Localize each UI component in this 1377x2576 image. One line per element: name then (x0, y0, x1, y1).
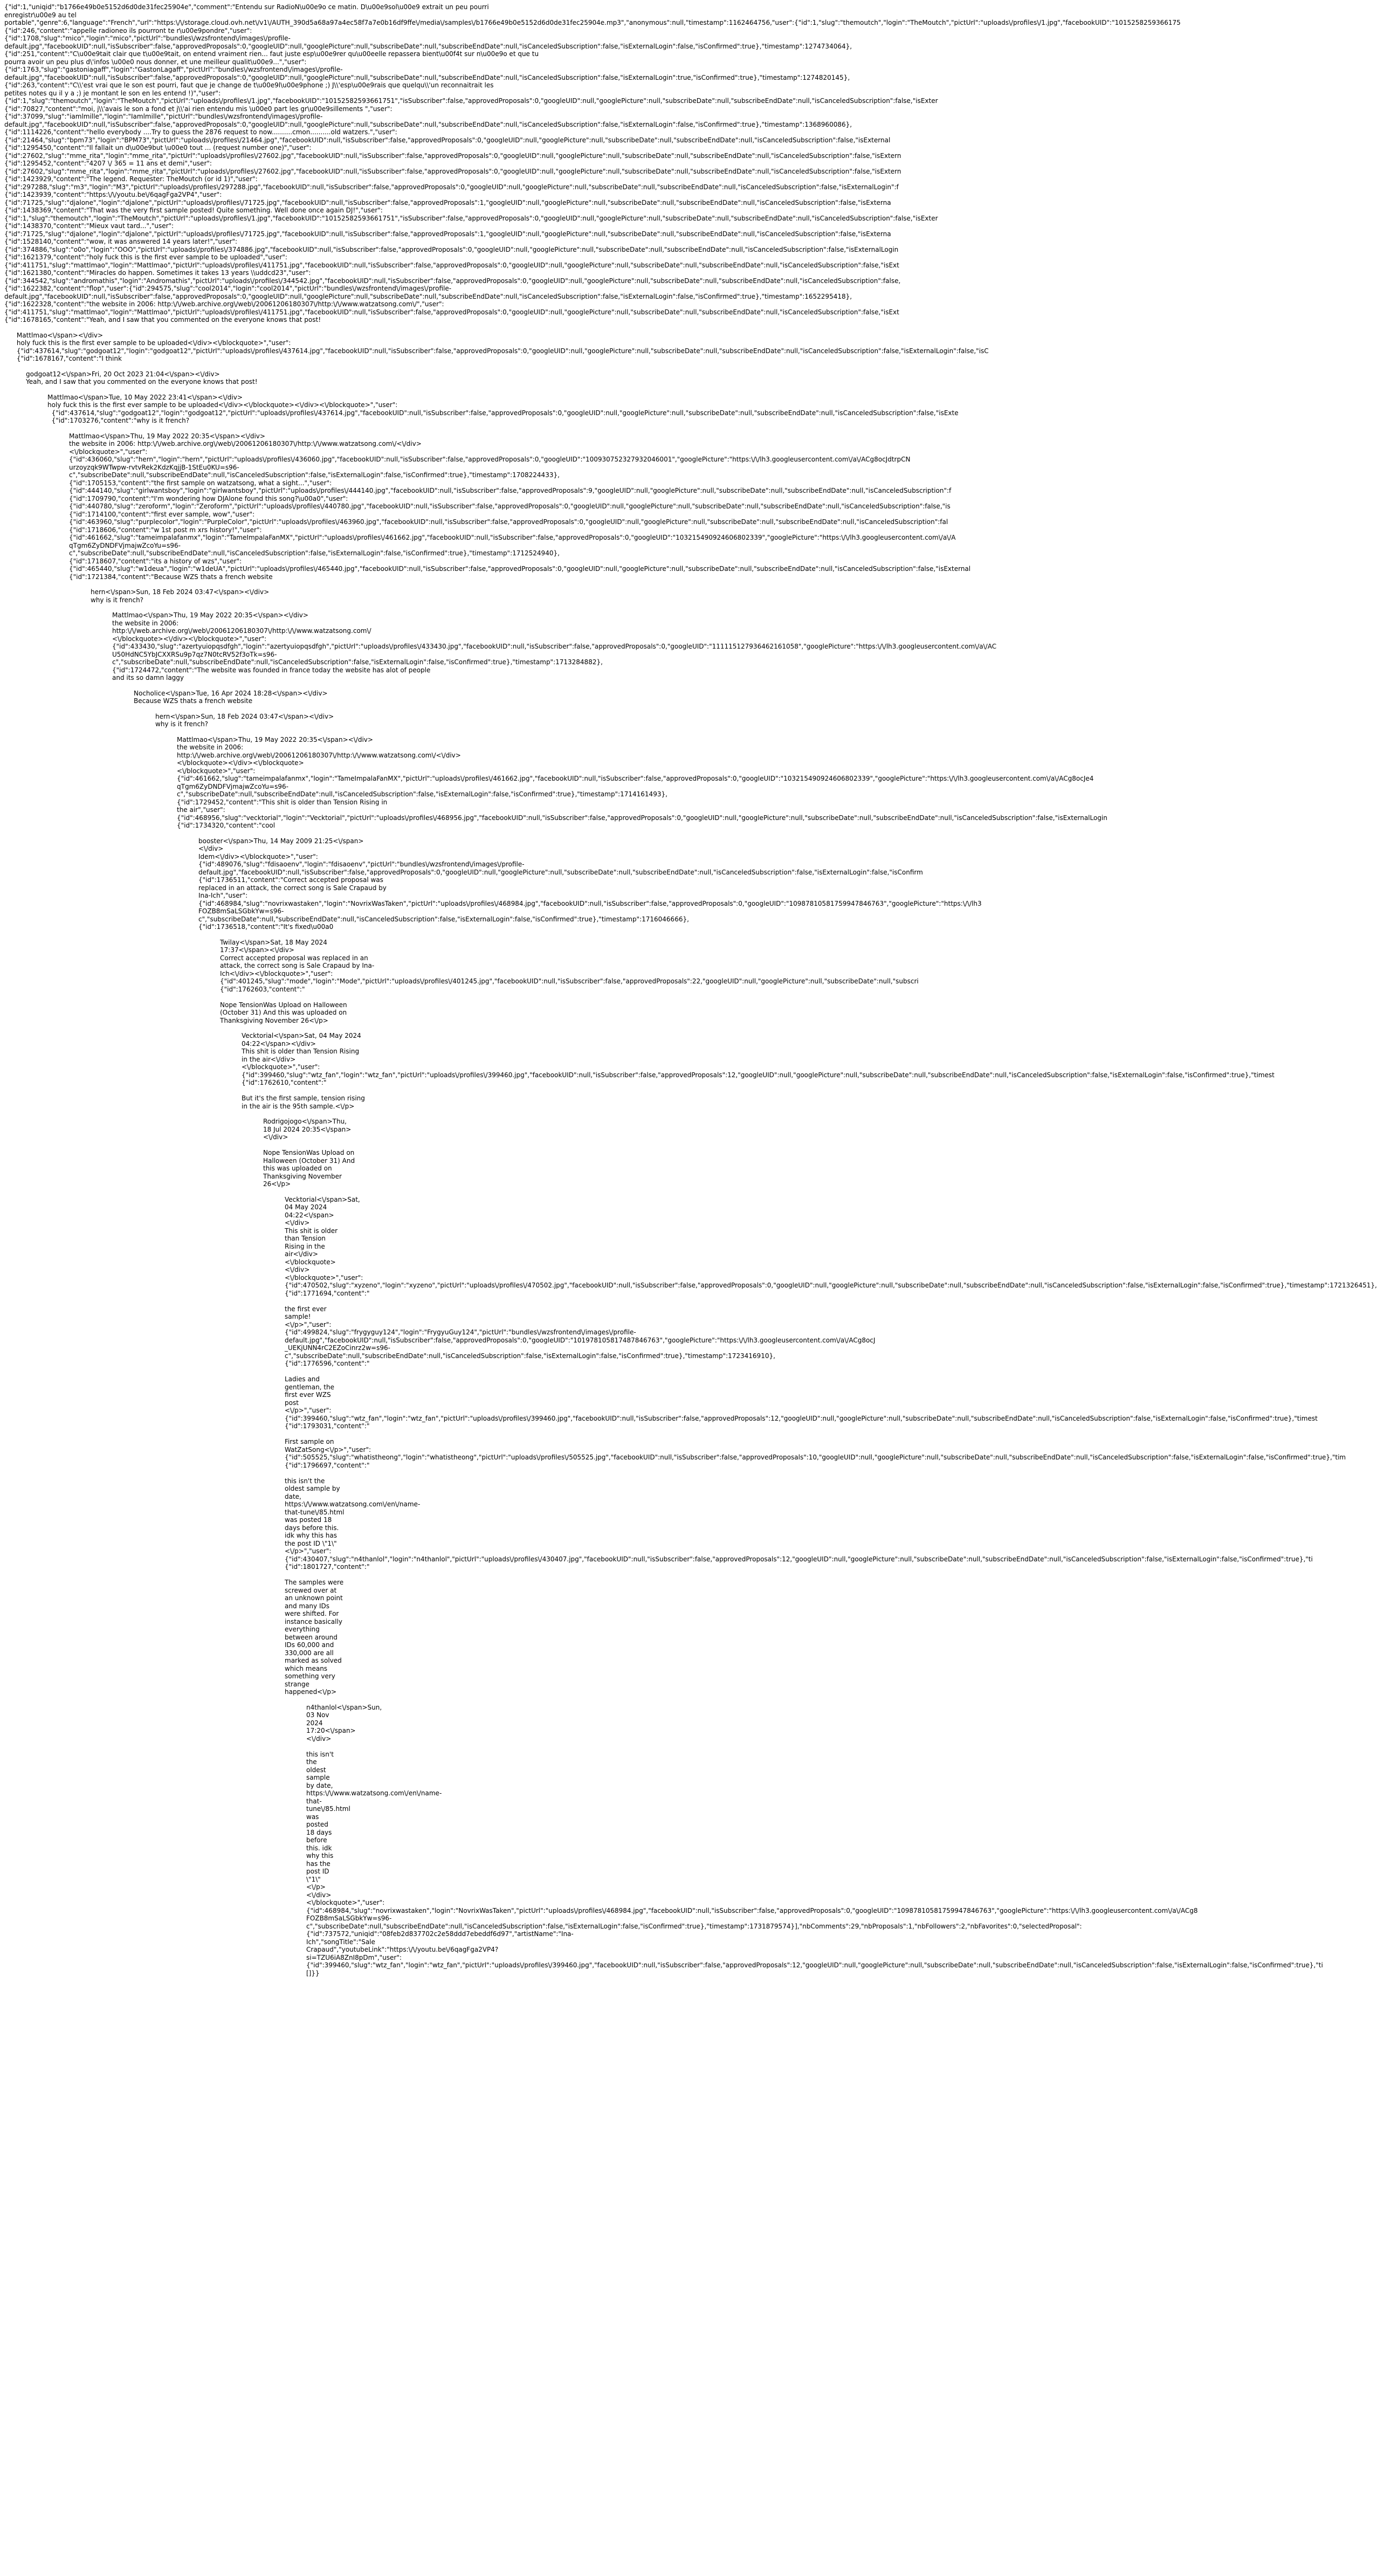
text-line: {"id":263,"content":"C\\'est vrai que le son est pourri, faut que je change de t\u00e9l\u00e9phone ;) J\\'esp\u00e9rais que quelqu\\'un reconnaitrait les (4, 81, 494, 89)
text-line: Rising in the (285, 1242, 325, 1250)
text-line: {"id":444140,"slug":"girlwantsboy","login":"girlwantsboy","pictUrl":"uploads\/profiles\/444140.jpg","facebookUID":null,"isSubscriber":false,"approvedProposals":9,"googleUID":null,"googlePicture":null,"subscribeDate":null,"subscribeEndDate":null,"isCanceledSubscription":f (69, 487, 952, 494)
text-line: c","subscribeDate":null,"subscribeEndDate":null,"isCanceledSubscription":false,"isExternalLogin":false,"isConfirmed":true},"timestamp":1731879574}],"nbComments":29,"nbProposals":1,"nbFollowers":2,"nbFavorites":0,"selectedProposal": (306, 1922, 1082, 1930)
text-line: was (306, 1813, 319, 1821)
text-line: {"id":1796697,"content":" (285, 1461, 370, 1469)
text-line: {"id":461662,"slug":"tameimpalafanmx","login":"TameImpalaFanMX","pictUrl":"uploads\/profiles\/461662.jpg","facebookUID":null,"isSubscriber":false,"approvedProposals":0,"googleUID":"103215490924606802339","googlePicture":"https:\/\/lh3.googleusercontent.com\/a\/ACg8ocJe4 (177, 775, 1094, 782)
text-line: This shit is older (285, 1227, 338, 1235)
text-line: marked as solved (285, 1657, 342, 1664)
text-line: {"id":465440,"slug":"w1deua","login":"w1deUA","pictUrl":"uploads\/profiles\/465440.jpg","facebookUID":null,"isSubscriber":false,"approvedProposals":0,"googleUID":null,"googlePicture":null,"subscribeDate":null,"subscribeEndDate":null,"isCanceledSubscription":false,"isExternal (69, 565, 971, 573)
text-line: this isn't (306, 1750, 334, 1758)
text-line: default.jpg","facebookUID":null,"isSubscriber":false,"approvedProposals":0,"googleUID":null,"googlePicture":null,"subscribeDate":null,"subscribeEndDate":null,"isCanceledSubscription":false,"isExternalLogin":false,"isConfirmed":true},"timestamp":1368960086}, (4, 120, 852, 128)
text-line: before (306, 1836, 327, 1844)
text-line: {"id":1801727,"content":" (285, 1563, 370, 1571)
text-line: this isn't the (285, 1477, 325, 1485)
text-line: replaced in an attack, the correct song is Sale Crapaud by (198, 884, 387, 892)
text-line: c","subscribeDate":null,"subscribeEndDate":null,"isCanceledSubscription":false,"isExternalLogin":false,"isConfirmed":true},"timestamp":1723416910}, (285, 1352, 775, 1360)
text-line: <\/blockquote>","user": (285, 1273, 363, 1282)
text-line: this was uploaded on (263, 1165, 332, 1172)
text-line: enregistr\u00e9 au tel (4, 11, 77, 19)
text-line: {"id":251,"content":"C\u00e9tait clair que t\u00e9tait, on entend vraiment rien... faut juste esp\u00e9rer qu\u00eelle repassera bient\u00f4t sur n\u00e9o et que tu (4, 50, 539, 58)
text-line: {"id":37099,"slug":"iamlmille","login":"Iamlmille","pictUrl":"bundles\/wzsfrontend\/images\/profile- (4, 113, 323, 120)
text-line: si=TZU6iA8ZnI8pDm","user": (306, 1953, 402, 1961)
text-line: instance basically (285, 1617, 342, 1626)
text-line: Crapaud","youtubeLink":"https:\/\/youtu.be\/6qagFga2VP4? (306, 1946, 499, 1953)
text-line: {"id":1678167,"content":"I think (4, 355, 122, 362)
text-line: 26<\/p> (263, 1180, 291, 1188)
text-line: holy fuck this is the first ever sample to be uploaded<\/div><\/blockquote>","user": (4, 339, 291, 347)
text-line: pourra avoir un peu plus d\'infos \u00e0 nous donner, et une meilleur qualit\u00e9...","user": (4, 58, 307, 66)
text-line: []}} (306, 1969, 320, 1977)
text-line: {"id":1724472,"content":"The website was founded in france today the website has alot of people (112, 666, 431, 674)
quote-block (242, 1032, 1275, 1110)
text-line: {"id":1734320,"content":"cool (177, 822, 276, 829)
text-line: Nope TensionWas Upload on (263, 1149, 355, 1156)
text-line: n4thanlol<\/span>Sun, (306, 1703, 382, 1711)
quote-block (285, 1195, 1377, 1696)
text-line: c","subscribeDate":null,"subscribeEndDate":null,"isCanceledSubscription":false,"isExternalLogin":false,"isConfirmed":true},"timestamp":1708224433}, (69, 471, 560, 479)
text-line: {"id":1705153,"content":"the first sample on watzatsong, what a sight...","user": (69, 479, 332, 487)
text-line: the air","user": (177, 806, 225, 814)
text-line: {"id":1793031,"content":" (285, 1422, 370, 1430)
text-line: <\/div> (198, 845, 224, 852)
text-line: were shifted. For (285, 1610, 339, 1617)
text-line: Correct accepted proposal was replaced in an (220, 954, 368, 962)
text-line: Rodrigojogo<\/span>Thu, (263, 1118, 347, 1125)
text-line: {"id":468956,"slug":"vecktorial","login":"Vecktorial","pictUrl":"uploads\/profiles\/468956.jpg","facebookUID":null,"isSubscriber":false,"approvedProposals":0,"googleUID":null,"googlePicture":null,"subscribeDate":null,"subscribeEndDate":null,"isCanceledSubscription":false,"isExternalLogin (177, 814, 1107, 822)
text-line: that- (306, 1797, 322, 1805)
text-line: FOZB8mSaLSGbkYw=s96- (198, 907, 284, 915)
text-line: default.jpg","facebookUID":null,"isSubscriber":false,"approvedProposals":0,"googleUID":null,"googlePicture":null,"subscribeDate":null,"subscribeEndDate":null,"isCanceledSubscription":false,"isExternalLogin":true,"isConfirmed":true},"timestamp":1274820145}, (4, 73, 850, 81)
text-line: {"id":437614,"slug":"godgoat12","login":"godgoat12","pictUrl":"uploads\/profiles\/437614.jpg","facebookUID":null,"isSubscriber":false,"approvedProposals":0,"googleUID":null,"googlePicture":null,"subscribeDate":null,"subscribeEndDate":null,"isCanceledSubscription":false,"isExternalLogin":false,"isC (4, 347, 989, 355)
text-line: portable","genre":6,"language":"French","url":"https:\/\/storage.cloud.ovh.net\/v1\/AUTH_390d5a68a97a4ec58f7a7e0b16df9ffe\/media\/samples\/b1766e49b0e5152d6d0de31fec25904e.mp3","anonymous":null,"timestamp":1162464756,"user":{"id":1,"slug":"themoutch","login":"TheMoutch","pictUrl":"uploads\/profiles\/1.jpg","facebookUID":"1015258259366175 (4, 19, 1181, 26)
text-line: urzoyzqk9WTwpw-rvtvRek2KdzKqjjB-1StEu0KU=s96- (69, 463, 239, 471)
text-line: 04 May 2024 (285, 1203, 327, 1211)
text-line: hern<\/span>Sun, 18 Feb 2024 03:47<\/span><\/div> (91, 588, 270, 596)
text-line: and its so damn laggy (112, 674, 184, 681)
text-line: _UEKjUNN4rC2EZoCinrz2w=s96- (285, 1344, 390, 1352)
text-line: Vecktorial<\/span>Sat, (285, 1195, 360, 1203)
text-line: Mattlmao<\/span>Tue, 10 May 2022 23:41<\/span><\/div> (47, 393, 243, 401)
text-line: days before this. (285, 1524, 339, 1532)
text-line: {"id":505525,"slug":"whatistheong","login":"whatistheong","pictUrl":"uploads\/profiles\/505525.jpg","facebookUID":null,"isSubscriber":false,"approvedProposals":10,"googleUID":null,"googlePicture":null,"subscribeDate":null,"subscribeEndDate":null,"isCanceledSubscription":false,"isExternalLogin":false,"isConfirmed":true},"tim (285, 1454, 1346, 1461)
text-line: https:\/\/www.watzatsong.com\/en\/name- (285, 1500, 421, 1508)
text-line: https:\/\/www.watzatsong.com\/en\/name- (306, 1789, 442, 1797)
text-line: why is it french? (155, 720, 209, 728)
text-line: that-tune\/85.html (285, 1508, 345, 1516)
text-line: Because WZS thats a french website (134, 697, 253, 705)
text-line: {"id":440780,"slug":"zeroform","login":"Zeroform","pictUrl":"uploads\/profiles\/440780.jpg","facebookUID":null,"isSubscriber":false,"approvedProposals":0,"googleUID":null,"googlePicture":null,"subscribeDate":null,"subscribeEndDate":null,"isCanceledSubscription":false,"is (69, 502, 951, 510)
text-line: <\/p>","user": (285, 1407, 332, 1414)
text-line (285, 1571, 1035, 1579)
text-line: which means (285, 1664, 328, 1672)
text-line: {"id":71725,"slug":"djalone","login":"djalone","pictUrl":"uploads\/profiles\/71725.jpg","facebookUID":null,"isSubscriber":false,"approvedProposals":1,"googleUID":null,"googlePicture":null,"subscribeDate":null,"subscribeEndDate":null,"isCanceledSubscription":false,"isExterna (4, 198, 891, 206)
text-line: date, (285, 1492, 301, 1500)
text-line (285, 1297, 1035, 1305)
text-line: {"id":1,"uniqid":"b1766e49b0e5152d6d0de31fec25904e","comment":"Entendu sur RadioN\u00e9o ce matin. D\u00e9sol\u00e9 extrait un peu pourri (4, 3, 489, 11)
text-line: {"id":411751,"slug":"mattlmao","login":"Mattlmao","pictUrl":"uploads\/profiles\/411751.jpg","facebookUID":null,"isSubscriber":false,"approvedProposals":0,"googleUID":null,"googlePicture":null,"subscribeDate":null,"subscribeEndDate":null,"isCanceledSubscription":false,"isExt (4, 308, 899, 316)
text-line (242, 1087, 1035, 1095)
text-line: the first ever (285, 1305, 327, 1313)
text-line: {"id":399460,"slug":"wtz_fan","login":"wtz_fan","pictUrl":"uploads\/profiles\/399460.jpg","facebookUID":null,"isSubscriber":false,"approvedProposals":12,"googleUID":null,"googlePicture":null,"subscribeDate":null,"subscribeEndDate":null,"isCanceledSubscription":false,"isExternalLogin":false,"isConfirmed":true},"timest (242, 1071, 1275, 1079)
text-line: 17:20<\/span> (306, 1727, 356, 1734)
text-line: http:\/\/web.archive.org\/web\/20061206180307\/http:\/\/www.watzatsong.com\/<\/div> (177, 751, 461, 759)
text-line: godgoat12<\/span>Fri, 20 Oct 2023 21:04<\/span><\/div> (26, 370, 220, 378)
text-line: {"id":401245,"slug":"mode","login":"Mode","pictUrl":"uploads\/profiles\/401245.jpg","facebookUID":null,"isSubscriber":false,"approvedProposals":22,"googleUID":null,"googlePicture":null,"subscribeDate":null,"subscri (220, 977, 919, 985)
text-line: The samples were (285, 1579, 344, 1586)
text-line: default.jpg","facebookUID":null,"isSubscriber":false,"approvedProposals":0,"googleUID":null,"googlePicture":null,"subscribeDate":null,"subscribeEndDate":null,"isCanceledSubscription":false,"isExternalLogin":false,"isConfirmed":true},"timestamp":1652295418}, (4, 292, 852, 300)
text-line: {"id":1736518,"content":"It's fixed\u00a0 (198, 923, 334, 931)
text-line (285, 1430, 1035, 1438)
text-line: <\/div> (306, 1891, 332, 1899)
text-line (263, 1141, 1035, 1149)
text-line: {"id":1762610,"content":" (242, 1079, 327, 1086)
text-line: default.jpg","facebookUID":null,"isSubscriber":false,"approvedProposals":0,"googleUID":"101978105817487846763","googlePicture":"https:\/\/lh3.googleusercontent.com\/a\/ACg8ocJ (285, 1336, 876, 1344)
text-line: WatZatSong<\/p>","user": (285, 1445, 371, 1454)
text-line: <\/div> (285, 1266, 310, 1273)
text-line: Mattlmao<\/span>Thu, 19 May 2022 20:35<\/span><\/div> (69, 432, 265, 440)
text-line: in the air is the 95th sample.<\/p> (242, 1102, 355, 1110)
text-line: {"id":430407,"slug":"n4thanlol","login":"n4thanlol","pictUrl":"uploads\/profiles\/430407.jpg","facebookUID":null,"isSubscriber":false,"approvedProposals":12,"googleUID":null,"googlePicture":null,"subscribeDate":null,"subscribeEndDate":null,"isCanceledSubscription":false,"isExternalLogin":false,"isConfirmed":true},"ti (285, 1555, 1313, 1563)
text-line (285, 1469, 1035, 1477)
text-line: first ever WZS (285, 1391, 331, 1399)
text-line: 17:37<\/span><\/div> (220, 946, 294, 954)
text-line: Idem<\/div><\/blockquote>","user": (198, 852, 318, 860)
text-line: {"id":1718606,"content":"w 1st post m xrs history!","user": (69, 526, 262, 534)
text-line: {"id":71725,"slug":"djalone","login":"djalone","pictUrl":"uploads\/profiles\/71725.jpg","facebookUID":null,"isSubscriber":false,"approvedProposals":1,"googleUID":null,"googlePicture":null,"subscribeDate":null,"subscribeEndDate":null,"isCanceledSubscription":false,"isExterna (4, 230, 891, 238)
text-line: Twilay<\/span>Sat, 18 May 2024 (220, 938, 327, 946)
text-line: {"id":399460,"slug":"wtz_fan","login":"wtz_fan","pictUrl":"uploads\/profiles\/399460.jpg","facebookUID":null,"isSubscriber":false,"approvedProposals":12,"googleUID":null,"googlePicture":null,"subscribeDate":null,"subscribeEndDate":null,"isCanceledSubscription":false,"isExternalLogin":false,"isConfirmed":true},"ti (306, 1961, 1323, 1969)
text-line: {"id":411751,"slug":"mattlmao","login":"Mattlmao","pictUrl":"uploads\/profiles\/411751.jpg","facebookUID":null,"isSubscriber":false,"approvedProposals":0,"googleUID":null,"googlePicture":null,"subscribeDate":null,"subscribeEndDate":null,"isCanceledSubscription":false,"isExt (4, 261, 899, 269)
text-line: <\/p>","user": (285, 1547, 332, 1555)
text-line: {"id":1423939,"content":"https:\/\/youtu.be\/6qagFga2VP4","user": (4, 191, 222, 198)
text-line: {"id":1736511,"content":"Correct accepted proposal was (198, 876, 383, 884)
text-line: <\/blockquote><\/div><\/blockquote> (177, 759, 304, 767)
text-line: in the air<\/div> (242, 1055, 296, 1063)
text-line: {"id":1423929,"content":"The legend. Requester: TheMoutch (or id 1)","user": (4, 175, 258, 183)
text-line (285, 1368, 1035, 1376)
text-line: <\/blockquote> (285, 1258, 336, 1266)
text-line: Ich","songTitle":"Sale (306, 1938, 375, 1946)
text-line: this. idk (306, 1844, 332, 1852)
text-line: <\/blockquote>","user": (306, 1899, 385, 1906)
text-line: {"id":1,"slug":"themoutch","login":"TheMoutch","pictUrl":"uploads\/profiles\/1.jpg","facebookUID":"10152582593661751","isSubscriber":false,"approvedProposals":0,"googleUID":null,"googlePicture":null,"subscribeDate":null,"subscribeEndDate":null,"isCanceledSubscription":false,"isExter (4, 97, 938, 105)
text-line: c","subscribeDate":null,"subscribeEndDate":null,"isCanceledSubscription":false,"isExternalLogin":false,"isConfirmed":true},"timestamp":1716046666}, (198, 915, 689, 923)
text-line: petites notes qu il y a ;) je montant le son en les entend !)","user": (4, 89, 221, 97)
text-line: {"id":1762603,"content":" (220, 985, 305, 993)
text-line: attack, the correct song is Sale Crapaud by Ina- (220, 962, 375, 969)
text-line: {"id":489076,"slug":"fdisaoenv","login":"fdisaoenv","pictUrl":"bundles\/wzsfrontend\/images\/profile- (198, 860, 525, 868)
text-line: something very (285, 1672, 335, 1680)
text-line: 04:22<\/span><\/div> (242, 1039, 316, 1048)
text-line: 18 days (306, 1828, 332, 1836)
text-line: than Tension (285, 1235, 326, 1242)
text-line: Ladies and (285, 1375, 320, 1383)
text-line: {"id":737572,"uniqid":"08feb2d837702c2e58ddd7ebeddf6d97","artistName":"Ina- (306, 1930, 574, 1938)
text-line: the website in 2006: (112, 619, 179, 627)
text-line: the post ID \"1\" (285, 1539, 337, 1547)
text-line: <\/blockquote><\/div><\/blockquote>","user": (112, 635, 267, 643)
text-line: {"id":1708,"slug":"mico","login":"mico","pictUrl":"bundles\/wzsfrontend\/images\/profile- (4, 35, 291, 42)
text-line: {"id":1438370,"content":"Mieux vaut tard...","user": (4, 222, 174, 230)
text-line: {"id":1528140,"content":"wow, it was answered 14 years later!","user": (4, 238, 238, 245)
text-line: screwed over at (285, 1586, 337, 1594)
text-line: Vecktorial<\/span>Sat, 04 May 2024 (242, 1032, 361, 1039)
quote-block (112, 611, 1035, 682)
text-line: hern<\/span>Sun, 18 Feb 2024 03:47<\/span><\/div> (155, 712, 334, 720)
text-line: the website in 2006: http:\/\/web.archive.org\/web\/20061206180307\/http:\/\/www.watzatsong.com\/<\/div> (69, 440, 422, 447)
text-line: {"id":27602,"slug":"mme_rita","login":"mme_rita","pictUrl":"uploads\/profiles\/27602.jpg","facebookUID":null,"isSubscriber":false,"approvedProposals":0,"googleUID":null,"googlePicture":null,"subscribeDate":null,"subscribeEndDate":null,"isCanceledSubscription":false,"isExtern (4, 167, 901, 175)
text-line: {"id":1714100,"content":"first ever sample, wow","user": (69, 510, 255, 518)
text-line: gentleman, the (285, 1383, 334, 1391)
text-line: {"id":374886,"slug":"o0o","login":"OOO","pictUrl":"uploads\/profiles\/374886.jpg","facebookUID":null,"isSubscriber":false,"approvedProposals":0,"googleUID":null,"googlePicture":null,"subscribeDate":null,"subscribeEndDate":null,"isCanceledSubscription":false,"isExternalLogin (4, 245, 899, 253)
text-line: <\/div> (306, 1734, 332, 1742)
text-line: between around (285, 1633, 338, 1641)
text-line: This shit is older than Tension Rising (242, 1048, 360, 1055)
text-line: U50HdNC5YbJCXXRSu9p7qz7N0tcRV52f3oTk=s96- (112, 650, 277, 658)
text-line: (October 31) And this was uploaded on (220, 1009, 347, 1016)
text-line: Halloween (October 31) And (263, 1156, 355, 1165)
text-line: 2024 (306, 1719, 323, 1727)
text-line: {"id":470502,"slug":"xyzeno","login":"xyzeno","pictUrl":"uploads\/profiles\/470502.jpg","facebookUID":null,"isSubscriber":false,"approvedProposals":0,"googleUID":null,"googlePicture":null,"subscribeDate":null,"subscribeEndDate":null,"isCanceledSubscription":false,"isExternalLogin":false,"isConfirmed":true},"timestamp":1721326451}, (285, 1282, 1377, 1289)
text-line: and many IDs (285, 1602, 329, 1610)
text-line: default.jpg","facebookUID":null,"isSubscriber":false,"approvedProposals":0,"googleUID":null,"googlePicture":null,"subscribeDate":null,"subscribeEndDate":null,"isCanceledSubscription":false,"isExternalLogin":false,"isConfirmed":true},"timestamp":1274734064}, (4, 42, 852, 50)
text-line: {"id":399460,"slug":"wtz_fan","login":"wtz_fan","pictUrl":"uploads\/profiles\/399460.jpg","facebookUID":null,"isSubscriber":false,"approvedProposals":12,"googleUID":null,"googlePicture":null,"subscribeDate":null,"subscribeEndDate":null,"isCanceledSubscription":false,"isExternalLogin":false,"isConfirmed":true},"timest (285, 1414, 1318, 1422)
text-line: IDs 60,000 and (285, 1641, 334, 1649)
text-line: {"id":437614,"slug":"godgoat12","login":"godgoat12","pictUrl":"uploads\/profiles\/437614.jpg","facebookUID":null,"isSubscriber":false,"approvedProposals":0,"googleUID":null,"googlePicture":null,"subscribeDate":null,"subscribeEndDate":null,"isCanceledSubscription":false,"isExte (47, 409, 959, 417)
text-line: {"id":297288,"slug":"m3","login":"M3","pictUrl":"uploads\/profiles\/297288.jpg","facebookUID":null,"isSubscriber":false,"approvedProposals":0,"googleUID":null,"googlePicture":null,"subscribeDate":null,"subscribeEndDate":null,"isCanceledSubscription":false,"isExternalLogin":f (4, 183, 899, 191)
text-line: {"id":1721384,"content":"Because WZS thats a french website (69, 573, 273, 581)
text-line: {"id":246,"content":"appelle radioneo ils pourront te r\u00e9pondre","user": (4, 26, 252, 35)
text-line: 03 Nov (306, 1711, 329, 1719)
text-line: <\/div> (285, 1219, 310, 1227)
text-line: {"id":27602,"slug":"mme_rita","login":"mme_rita","pictUrl":"uploads\/profiles\/27602.jpg","facebookUID":null,"isSubscriber":false,"approvedProposals":0,"googleUID":null,"googlePicture":null,"subscribeDate":null,"subscribeEndDate":null,"isCanceledSubscription":false,"isExtern (4, 151, 901, 160)
text-line: {"id":1622382,"content":"flop","user":{"id":294575,"slug":"cool2014","login":"cool2014","pictUrl":"bundles\/wzsfrontend\/images\/profile- (4, 285, 452, 292)
text-line: {"id":1438369,"content":"That was the very first sample posted! Quite something. Well done once again DJ!","user": (4, 206, 383, 214)
text-line: happened<\/p> (285, 1688, 336, 1696)
quote-block (220, 939, 1035, 1025)
quote-block (177, 735, 1107, 830)
text-line: \"1\" (306, 1875, 321, 1883)
text-line: {"id":468984,"slug":"novrixwastaken","login":"NovrixWasTaken","pictUrl":"uploads\/profiles\/468984.jpg","facebookUID":null,"isSubscriber":false,"approvedProposals":0,"googleUID":"10987810581759947846763","googlePicture":"https:\/\/lh3 (198, 899, 982, 907)
text-line: {"id":1709790,"content":"I'm wondering how DJAlone found this song?\u00a0","user": (69, 494, 348, 502)
text-line: <\/blockquote>","user": (177, 767, 256, 775)
text-line: has the (306, 1859, 331, 1868)
text-line: the website in 2006: (177, 743, 244, 751)
text-line: {"id":1114226,"content":"hello everybody ....Try to guess the 2876 request to now..........cmon..........old watzers.","user": (4, 128, 397, 136)
text-line: tune\/85.html (306, 1805, 350, 1813)
text-line: why this (306, 1852, 334, 1859)
text-line: idk why this has (285, 1532, 337, 1539)
text-line: {"id":1621380,"content":"Miracles do happen. Sometimes it takes 13 years \\uddcd23","user": (4, 269, 311, 277)
text-line: qTgm6ZyDNDFVjmajwZcoYu=s96- (177, 782, 288, 790)
quote-block (4, 3, 1181, 324)
text-line: Ina-Ich","user": (198, 892, 248, 899)
text-line: c","subscribeDate":null,"subscribeEndDate":null,"isCanceledSubscription":false,"isExternalLogin":false,"isConfirmed":true},"timestamp":1712524940}, (69, 549, 560, 557)
quote-block (69, 432, 1035, 581)
text-line: qTgm6ZyDNDFVjmajwZcoYu=s96- (69, 541, 181, 549)
text-line: {"id":1622328,"content":"the website in 2006: http:\/\/web.archive.org\/web\/20061206180307\/http:\/\/www.watzatsong.com\/","user": (4, 300, 444, 308)
text-line: holy fuck this is the first ever sample to be uploaded<\/div><\/blockquote><\/div><\/blockquote>","user": (47, 401, 398, 409)
text-line: why is it french? (91, 596, 144, 604)
text-line: 330,000 are all (285, 1649, 334, 1657)
text-line: the (306, 1758, 317, 1766)
text-line: oldest (306, 1766, 326, 1774)
text-line: sample (306, 1774, 330, 1781)
text-line: {"id":1678165,"content":"Yeah, and I saw that you commented on the everyone knows that post! (4, 316, 321, 323)
quote-block (134, 690, 1035, 705)
text-line: <\/div> (263, 1133, 288, 1141)
text-line: <\/blockquote>","user": (242, 1063, 320, 1071)
text-line: {"id":499824,"slug":"frygyguy124","login":"FrygyuGuy124","pictUrl":"bundles\/wzsfrontend\/images\/profile- (285, 1328, 636, 1336)
quote-block (91, 588, 1035, 604)
text-line: {"id":463960,"slug":"purplecolor","login":"PurpleColor","pictUrl":"uploads\/profiles\/463960.jpg","facebookUID":null,"isSubscriber":false,"approvedProposals":0,"googleUID":null,"googlePicture":null,"subscribeDate":null,"subscribeEndDate":null,"isCanceledSubscription":fal (69, 518, 948, 526)
text-line: First sample on (285, 1438, 334, 1445)
quote-block (198, 837, 1035, 931)
text-line: 18 Jul 2024 20:35<\/span> (263, 1125, 352, 1133)
text-line: Thanksgiving November (263, 1172, 342, 1180)
text-line: http:\/\/web.archive.org\/web\/20061206180307\/http:\/\/www.watzatsong.com\/ (112, 627, 371, 635)
text-line: FOZB8mSaLSGbkYw=s96- (306, 1914, 392, 1922)
text-line: {"id":436060,"slug":"hern","login":"hern","pictUrl":"uploads\/profiles\/436060.jpg","facebookUID":null,"isSubscriber":false,"approvedProposals":0,"googleUID":"100930752327932046001","googlePicture":"https:\/\/lh3.googleusercontent.com\/a\/ACg8ocJdtrpCN (69, 456, 911, 463)
text-line: {"id":1703276,"content":"why is it french? (47, 417, 190, 424)
text-line: Nocholice<\/span>Tue, 16 Apr 2024 18:28<\/span><\/div> (134, 689, 328, 697)
text-line: post (285, 1399, 299, 1407)
text-line: <\/blockquote>","user": (69, 447, 148, 456)
quote-block (47, 394, 1035, 425)
text-line: {"id":1776596,"content":" (285, 1360, 370, 1367)
text-line: sample! (285, 1313, 311, 1320)
text-line: Ich<\/div><\/blockquote>","user": (220, 969, 333, 977)
text-line: air<\/div> (285, 1250, 318, 1258)
text-line: by date, (306, 1781, 333, 1789)
text-line: Yeah, and I saw that you commented on the everyone knows that post! (26, 378, 258, 385)
text-line: But it's the first sample, tension rising (242, 1094, 365, 1102)
text-line: 04:22<\/span> (285, 1211, 334, 1219)
quote-block (306, 1703, 1323, 1978)
text-line: default.jpg","facebookUID":null,"isSubscriber":false,"approvedProposals":0,"googleUID":null,"googlePicture":null,"subscribeDate":null,"subscribeEndDate":null,"isCanceledSubscription":false,"isExternalLogin":false,"isConfirm (198, 868, 923, 876)
text-line: Mattlmao<\/span><\/div> (4, 331, 103, 339)
text-line: posted (306, 1821, 328, 1828)
text-line: {"id":1295452,"content":"4207 \/ 365 = 11 ans et demi","user": (4, 160, 212, 167)
text-line: {"id":1,"slug":"themoutch","login":"TheMoutch","pictUrl":"uploads\/profiles\/1.jpg","facebookUID":"10152582593661751","isSubscriber":false,"approvedProposals":0,"googleUID":null,"googlePicture":null,"subscribeDate":null,"subscribeEndDate":null,"isCanceledSubscription":false,"isExter (4, 214, 938, 222)
text-line: <\/p>","user": (285, 1320, 332, 1328)
text-line: {"id":1729452,"content":"This shit is older than Tension Rising in (177, 798, 388, 806)
text-line: post ID (306, 1868, 329, 1875)
quote-block (263, 1118, 1035, 1188)
text-line: everything (285, 1626, 320, 1633)
text-line: {"id":433430,"slug":"azertyuiopqsdfgh","login":"azertyuiopqsdfgh","pictUrl":"uploads\/profiles\/433430.jpg","facebookUID":null,"isSubscriber":false,"approvedProposals":0,"googleUID":"111115127936462161058","googlePicture":"https:\/\/lh3.googleusercontent.com\/a\/AC (112, 643, 997, 650)
quote-block (26, 370, 1035, 386)
quote-block (4, 332, 1035, 363)
text-line (306, 1742, 1035, 1751)
text-line: strange (285, 1680, 309, 1688)
text-line: <\/p> (306, 1883, 326, 1891)
text-line: {"id":461662,"slug":"tameimpalafanmx","login":"TameImpalaFanMX","pictUrl":"uploads\/profiles\/461662.jpg","facebookUID":null,"isSubscriber":false,"approvedProposals":0,"googleUID":"103215490924606802339","googlePicture":"https:\/\/lh3.googleusercontent.com\/a\/A (69, 534, 956, 541)
text-line: {"id":468984,"slug":"novrixwastaken","login":"NovrixWasTaken","pictUrl":"uploads\/profiles\/468984.jpg","facebookUID":null,"isSubscriber":false,"approvedProposals":0,"googleUID":"10987810581759947846763","googlePicture":"https:\/\/lh3.googleusercontent.com\/a\/ACg8 (306, 1906, 1198, 1914)
text-line: {"id":1771694,"content":" (285, 1289, 370, 1297)
text-line: Nope TensionWas Upload on Halloween (220, 1001, 347, 1009)
text-line: Thanksgiving November 26<\/p> (220, 1016, 328, 1024)
text-line: {"id":1763,"slug":"gastoniagaff","login":"GastonLagaff","pictUrl":"bundles\/wzsfrontend\/images\/profile- (4, 66, 343, 73)
text-line: c","subscribeDate":null,"subscribeEndDate":null,"isCanceledSubscription":false,"isExternalLogin":false,"isConfirmed":true},"timestamp":1714161493}, (177, 790, 667, 798)
text-line: oldest sample by (285, 1485, 340, 1492)
text-line: {"id":1718607,"content":"its a history of wzs","user": (69, 557, 242, 565)
text-line: {"id":70827,"content":"moi, j\\'avais le son a fond et j\\'ai rien entendu mis \u00e0 part les gr\u00e9sillements ","user": (4, 105, 393, 113)
text-line: Mattlmao<\/span>Thu, 19 May 2022 20:35<\/span><\/div> (112, 611, 308, 619)
text-line: {"id":344542,"slug":"andromathis","login":"Andromathis","pictUrl":"uploads\/profiles\/344542.jpg","facebookUID":null,"isSubscriber":false,"approvedProposals":0,"googleUID":null,"googlePicture":null,"subscribeDate":null,"subscribeEndDate":null,"isCanceledSubscription":false, (4, 277, 901, 285)
text-line: was posted 18 (285, 1516, 332, 1524)
text-line: c","subscribeDate":null,"subscribeEndDate":null,"isCanceledSubscription":false,"isExternalLogin":false,"isConfirmed":true},"timestamp":1713284882}, (112, 658, 603, 666)
text-line: an unknown point (285, 1594, 343, 1602)
text-line: {"id":1621379,"content":"holy fuck this is the first ever sample to be uploaded","user": (4, 253, 287, 261)
text-line: Mattlmao<\/span>Thu, 19 May 2022 20:35<\/span><\/div> (177, 735, 373, 743)
text-line: {"id":1295450,"content":"Il fallait un d\u00e9but \u00e0 tout ... (request number one)","user": (4, 144, 312, 151)
quote-block (155, 713, 1035, 728)
text-line (220, 993, 1035, 1001)
text-line: booster<\/span>Thu, 14 May 2009 21:25<\/span> (198, 837, 364, 845)
text-line: {"id":21464,"slug":"bpm73","login":"BPM73","pictUrl":"uploads\/profiles\/21464.jpg","facebookUID":null,"isSubscriber":false,"approvedProposals":0,"googleUID":null,"googlePicture":null,"subscribeDate":null,"subscribeEndDate":null,"isCanceledSubscription":false,"isExternal (4, 136, 891, 144)
